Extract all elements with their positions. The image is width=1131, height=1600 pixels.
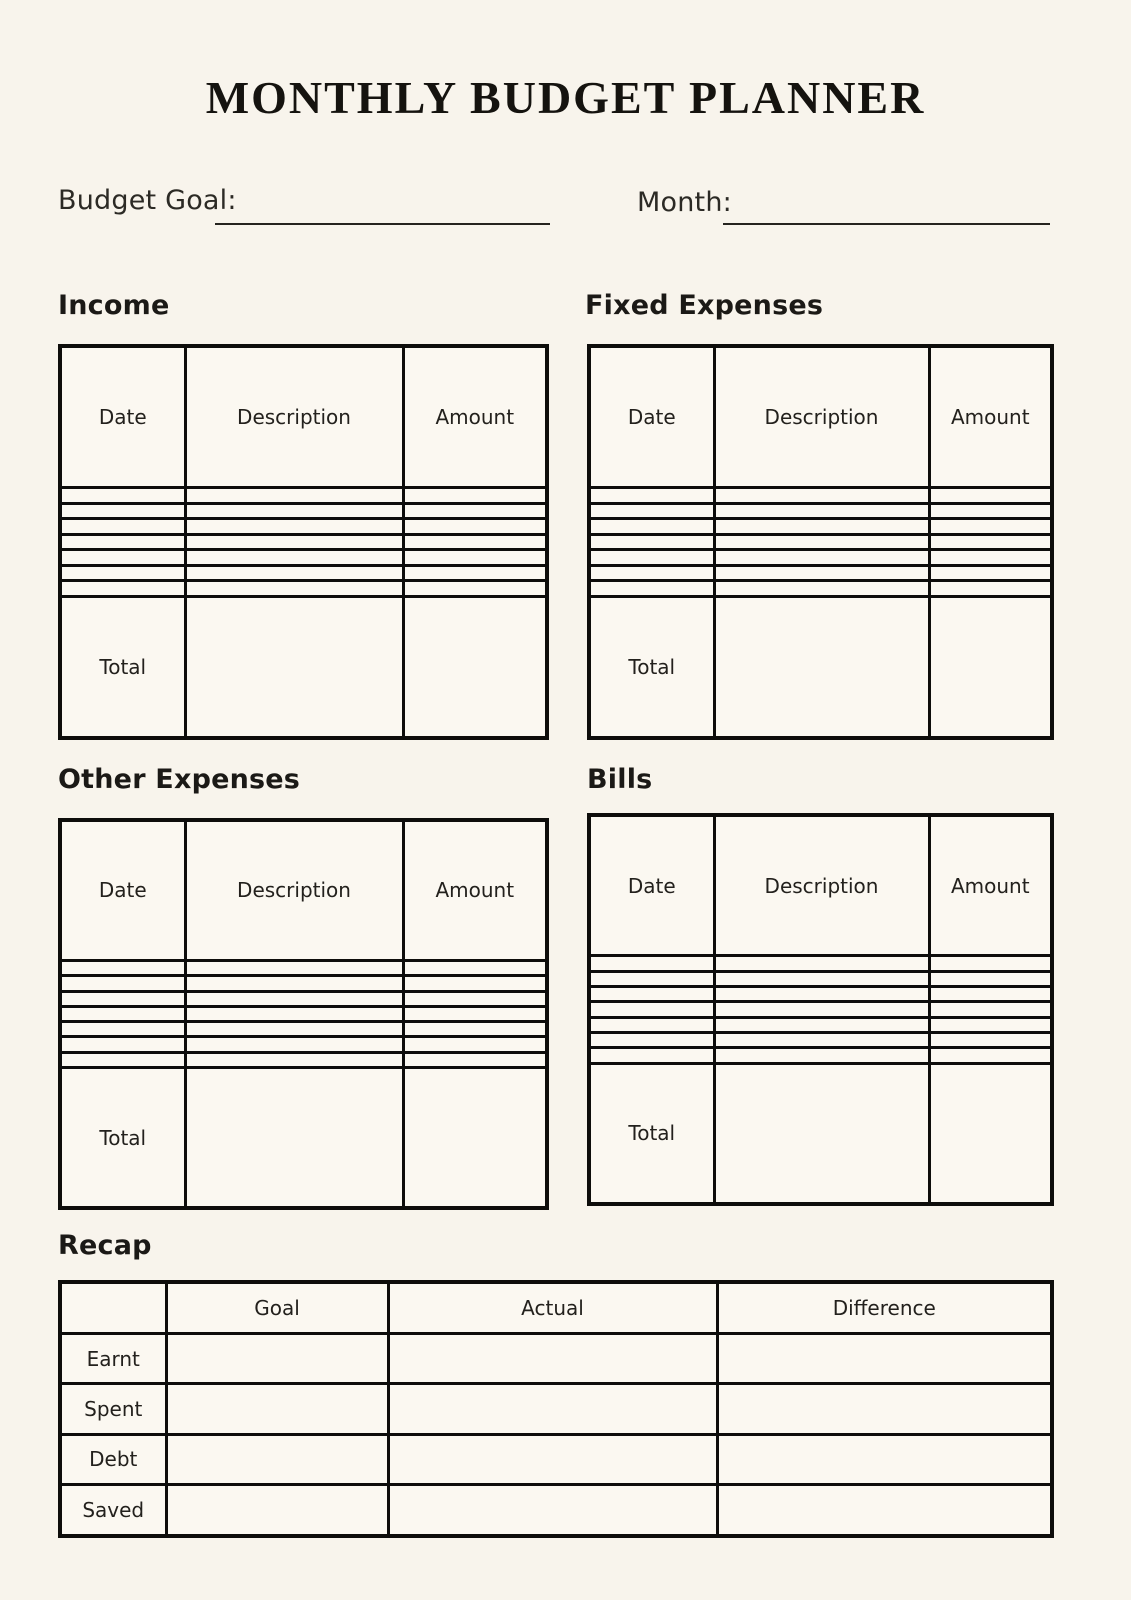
- empty-cell: [403, 1006, 547, 1021]
- other-expenses-row: [60, 991, 547, 1006]
- empty-cell: [714, 581, 929, 596]
- empty-cell: [166, 1384, 388, 1434]
- other-expenses-row: [60, 1052, 547, 1067]
- income-row: [60, 519, 547, 534]
- other-expenses-table: [58, 818, 545, 1210]
- other-expenses-header-amount: Amount: [403, 820, 547, 960]
- income-total-row: [60, 596, 547, 738]
- empty-cell: [714, 1032, 929, 1047]
- empty-cell: [185, 488, 403, 503]
- empty-cell: [929, 956, 1052, 971]
- fixed-expenses-row: [589, 534, 1052, 549]
- empty-cell: [166, 1333, 388, 1383]
- empty-cell: [714, 1017, 929, 1032]
- month-label: Month:: [637, 187, 732, 218]
- income-total-label: Total: [60, 596, 185, 738]
- fixed-expenses-total-row: [589, 596, 1052, 738]
- empty-cell: [929, 565, 1052, 580]
- income-header-date: Date: [60, 346, 185, 488]
- recap-header-goal: Goal: [166, 1282, 388, 1333]
- empty-cell: [403, 534, 547, 549]
- budget-goal-label: Budget Goal:: [58, 185, 237, 216]
- empty-cell: [929, 581, 1052, 596]
- bills-row: [589, 986, 1052, 1001]
- empty-cell: [403, 519, 547, 534]
- empty-cell: [403, 1037, 547, 1052]
- other-expenses-row: [60, 1006, 547, 1021]
- empty-cell: [714, 565, 929, 580]
- other-expenses-row: [60, 1037, 547, 1052]
- income-table: [58, 344, 545, 740]
- empty-cell: [929, 1032, 1052, 1047]
- recap-header-row: [60, 1282, 1052, 1333]
- recap-label-saved: Saved: [60, 1485, 166, 1536]
- empty-cell: [403, 550, 547, 565]
- empty-cell: [589, 971, 714, 986]
- empty-cell: [185, 960, 403, 975]
- other-expenses-row: [60, 1022, 547, 1037]
- empty-cell: [717, 1434, 1052, 1484]
- other-expenses-header-row: [60, 820, 547, 960]
- empty-cell: [929, 550, 1052, 565]
- empty-cell: [185, 976, 403, 991]
- empty-cell: [403, 565, 547, 580]
- recap-section-title: Recap: [58, 1230, 152, 1261]
- income-section-title: Income: [58, 290, 170, 321]
- empty-cell: [60, 1006, 185, 1021]
- empty-cell: [60, 991, 185, 1006]
- empty-cell: [60, 1037, 185, 1052]
- empty-cell: [185, 1006, 403, 1021]
- empty-cell: [185, 1022, 403, 1037]
- bills-header-description: Description: [714, 815, 929, 956]
- empty-cell: [60, 550, 185, 565]
- fixed-expenses-total-label: Total: [589, 596, 714, 738]
- empty-cell: [185, 519, 403, 534]
- empty-cell: [60, 1022, 185, 1037]
- empty-cell: [589, 956, 714, 971]
- other-expenses-header-description: Description: [185, 820, 403, 960]
- income-row: [60, 550, 547, 565]
- fixed-expenses-header-date: Date: [589, 346, 714, 488]
- bills-row: [589, 1048, 1052, 1063]
- income-row: [60, 565, 547, 580]
- income-header-description: Description: [185, 346, 403, 488]
- fixed-expenses-row: [589, 550, 1052, 565]
- empty-cell: [589, 1017, 714, 1032]
- recap-row-earnt: [60, 1333, 1052, 1383]
- recap-row-debt: [60, 1434, 1052, 1484]
- page-title: MONTHLY BUDGET PLANNER: [205, 72, 926, 123]
- bills-header-date: Date: [589, 815, 714, 956]
- budget-goal-field-line: [215, 223, 550, 225]
- empty-cell: [929, 1063, 1052, 1204]
- empty-cell: [185, 1037, 403, 1052]
- empty-cell: [60, 488, 185, 503]
- empty-cell: [929, 1048, 1052, 1063]
- empty-cell: [929, 971, 1052, 986]
- empty-cell: [185, 596, 403, 738]
- recap-label-debt: Debt: [60, 1434, 166, 1484]
- empty-cell: [60, 503, 185, 518]
- empty-cell: [403, 991, 547, 1006]
- other-expenses-total-row: [60, 1068, 547, 1208]
- empty-cell: [403, 1068, 547, 1208]
- other-expenses-total-label: Total: [60, 1068, 185, 1208]
- empty-cell: [403, 976, 547, 991]
- recap-header-difference: Difference: [717, 1282, 1052, 1333]
- empty-cell: [929, 534, 1052, 549]
- income-row: [60, 534, 547, 549]
- empty-cell: [185, 581, 403, 596]
- empty-cell: [589, 1048, 714, 1063]
- empty-cell: [403, 960, 547, 975]
- empty-cell: [717, 1333, 1052, 1383]
- income-row: [60, 581, 547, 596]
- empty-cell: [166, 1434, 388, 1484]
- empty-cell: [166, 1485, 388, 1536]
- fixed-expenses-table: [587, 344, 1050, 740]
- other-expenses-section-title: Other Expenses: [58, 764, 301, 795]
- empty-cell: [403, 1052, 547, 1067]
- empty-cell: [60, 581, 185, 596]
- empty-cell: [714, 550, 929, 565]
- bills-total-row: [589, 1063, 1052, 1204]
- empty-cell: [589, 581, 714, 596]
- empty-cell: [388, 1434, 717, 1484]
- empty-cell: [714, 986, 929, 1001]
- empty-cell: [589, 1002, 714, 1017]
- empty-cell: [60, 976, 185, 991]
- empty-cell: [185, 503, 403, 518]
- empty-cell: [60, 960, 185, 975]
- recap-header-actual: Actual: [388, 1282, 717, 1333]
- empty-cell: [929, 503, 1052, 518]
- recap-label-earnt: Earnt: [60, 1333, 166, 1383]
- empty-cell: [388, 1485, 717, 1536]
- income-header-amount: Amount: [403, 346, 547, 488]
- recap-row-saved: [60, 1485, 1052, 1536]
- empty-cell: [589, 519, 714, 534]
- fixed-expenses-row: [589, 565, 1052, 580]
- other-expenses-row: [60, 976, 547, 991]
- bills-table: [587, 813, 1050, 1206]
- empty-cell: [714, 596, 929, 738]
- empty-cell: [929, 596, 1052, 738]
- fixed-expenses-header-amount: Amount: [929, 346, 1052, 488]
- empty-cell: [714, 488, 929, 503]
- bills-row: [589, 1017, 1052, 1032]
- empty-cell: [717, 1485, 1052, 1536]
- fixed-expenses-row: [589, 488, 1052, 503]
- empty-cell: [929, 519, 1052, 534]
- empty-cell: [388, 1384, 717, 1434]
- empty-cell: [717, 1384, 1052, 1434]
- bills-row: [589, 971, 1052, 986]
- empty-cell: [714, 503, 929, 518]
- empty-cell: [589, 986, 714, 1001]
- empty-cell: [929, 1017, 1052, 1032]
- other-expenses-row: [60, 960, 547, 975]
- empty-cell: [403, 488, 547, 503]
- empty-cell: [589, 550, 714, 565]
- empty-cell: [403, 1022, 547, 1037]
- income-header-row: [60, 346, 547, 488]
- empty-cell: [589, 1032, 714, 1047]
- bills-total-label: Total: [589, 1063, 714, 1204]
- empty-cell: [403, 596, 547, 738]
- empty-cell: [929, 986, 1052, 1001]
- empty-cell: [929, 1002, 1052, 1017]
- empty-cell: [714, 971, 929, 986]
- income-row: [60, 488, 547, 503]
- fixed-expenses-row: [589, 519, 1052, 534]
- recap-header-blank: [60, 1282, 166, 1333]
- month-field-line: [723, 223, 1050, 225]
- fixed-expenses-header-description: Description: [714, 346, 929, 488]
- empty-cell: [589, 488, 714, 503]
- bills-row: [589, 1002, 1052, 1017]
- empty-cell: [185, 534, 403, 549]
- empty-cell: [185, 565, 403, 580]
- empty-cell: [589, 565, 714, 580]
- other-expenses-header-date: Date: [60, 820, 185, 960]
- bills-section-title: Bills: [587, 764, 653, 795]
- empty-cell: [589, 534, 714, 549]
- empty-cell: [929, 488, 1052, 503]
- bills-header-row: [589, 815, 1052, 956]
- empty-cell: [388, 1333, 717, 1383]
- empty-cell: [589, 503, 714, 518]
- fixed-expenses-header-row: [589, 346, 1052, 488]
- empty-cell: [60, 534, 185, 549]
- bills-row: [589, 956, 1052, 971]
- fixed-expenses-row: [589, 581, 1052, 596]
- empty-cell: [403, 503, 547, 518]
- empty-cell: [714, 1063, 929, 1204]
- empty-cell: [714, 1002, 929, 1017]
- recap-label-spent: Spent: [60, 1384, 166, 1434]
- empty-cell: [714, 534, 929, 549]
- empty-cell: [185, 1068, 403, 1208]
- empty-cell: [60, 519, 185, 534]
- empty-cell: [60, 1052, 185, 1067]
- empty-cell: [185, 991, 403, 1006]
- fixed-expenses-row: [589, 503, 1052, 518]
- empty-cell: [60, 565, 185, 580]
- bills-header-amount: Amount: [929, 815, 1052, 956]
- empty-cell: [714, 1048, 929, 1063]
- empty-cell: [185, 1052, 403, 1067]
- empty-cell: [403, 581, 547, 596]
- empty-cell: [714, 519, 929, 534]
- income-row: [60, 503, 547, 518]
- bills-row: [589, 1032, 1052, 1047]
- fixed-expenses-section-title: Fixed Expenses: [585, 290, 824, 321]
- empty-cell: [185, 550, 403, 565]
- recap-row-spent: [60, 1384, 1052, 1434]
- empty-cell: [714, 956, 929, 971]
- recap-table: [58, 1280, 1050, 1538]
